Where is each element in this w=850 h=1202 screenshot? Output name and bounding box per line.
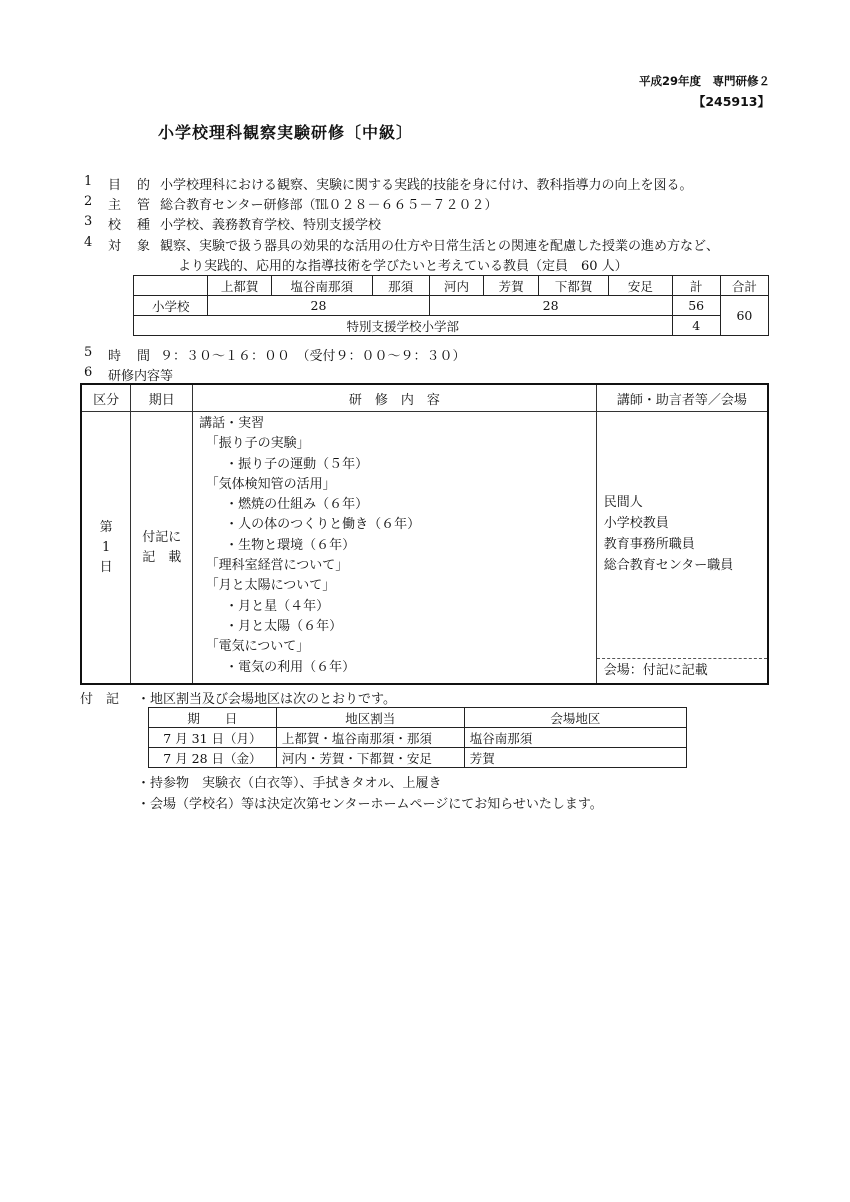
item-label: 校 種 <box>108 218 150 233</box>
content-line: 「理科室経営について」 <box>199 558 349 574</box>
table-row <box>149 748 687 768</box>
row-label: 小学校 <box>134 296 208 316</box>
venue-area: 塩谷南那須 <box>464 728 686 748</box>
notes-venue-info: ・会場（学校名）等は決定次第センターホームページにてお知らせいたします。 <box>137 797 603 812</box>
content-cell <box>193 412 597 685</box>
item-target-continued: より実践的、応用的な指導技術を学びたいと考えている教員（定員 60 人） <box>178 259 628 274</box>
group1-value: 28 <box>208 296 429 316</box>
notes-label: 付 記 <box>80 692 120 707</box>
subtotal-value: 4 <box>672 316 720 336</box>
item-text: 総合教育センター研修部（℡０２８－６６５－７２０２） <box>160 198 498 213</box>
special-support-label: 特別支援学校小学部 <box>134 316 673 336</box>
item-text: 小学校理科における観察、実験に関する実践的技能を身に付け、教科指導力の向上を図る。 <box>160 178 693 193</box>
total-header: 合計 <box>720 276 768 296</box>
notes-belongings: ・持参物 実験衣（白衣等）、手拭きタオル、上履き <box>137 776 442 791</box>
subtotal-header: 計 <box>672 276 720 296</box>
group2-value: 28 <box>429 296 672 316</box>
item-label: 目 的 <box>108 178 150 193</box>
content-line: 講話・実習 <box>199 416 265 431</box>
notes-first: ・地区割当及び会場地区は次のとおりです。 <box>137 692 396 707</box>
table-row <box>149 728 687 748</box>
district-header: 塩谷南那須 <box>271 276 372 296</box>
venue-header: 期 日 <box>149 708 277 728</box>
district-header: 芳賀 <box>484 276 539 296</box>
content-line: 「月と太陽について」 <box>199 578 336 594</box>
item-organizer: 2 主 管 総合教育センター研修部（℡０２８－６６５－７２０２） <box>84 194 498 213</box>
date-cell: 付記に 記 載 <box>131 412 193 685</box>
venue-table <box>148 707 687 768</box>
item-time: 5 時 間 ９：３０～１６：００ （受付９：００～９：３０） <box>84 345 466 364</box>
lecturer-item: 小学校教員 <box>603 516 669 531</box>
content-line: ・月と太陽（６年） <box>199 618 343 634</box>
capacity-table <box>133 275 769 336</box>
lecturer-item: 民間人 <box>603 495 643 510</box>
item-label: 主 管 <box>108 198 150 213</box>
division-cell: 第 1 日 <box>81 412 131 685</box>
subtotal-value: 56 <box>672 296 720 316</box>
item-purpose: 1 目 的 小学校理科における観察、実験に関する実践的技能を身に付け、教科指導力の向上を図る。 <box>84 174 693 193</box>
content-line: ・人の体のつくりと働き（６年） <box>199 517 421 533</box>
venue-note: 会場：付記に記載 <box>597 658 767 683</box>
district-header: 那須 <box>372 276 429 296</box>
item-contents-heading: 6 研修内容等 <box>84 365 174 384</box>
lecturer-list <box>604 492 733 576</box>
content-line: ・燃焼の仕組み（６年） <box>199 497 369 513</box>
header-lecturer: 講師・助言者等／会場 <box>596 384 768 412</box>
page-title: 小学校理科観察実験研修〔中級〕 <box>158 123 414 142</box>
corner-cell <box>134 276 208 296</box>
content-line: 「振り子の実験」 <box>199 436 310 452</box>
item-label: 時 間 <box>108 349 150 364</box>
content-line: 「気体検知管の活用」 <box>199 476 336 492</box>
content-line: ・振り子の運動（５年） <box>199 456 369 472</box>
course-code: 【245913】 <box>692 94 770 109</box>
header-date: 期日 <box>131 384 193 412</box>
district-header: 安足 <box>609 276 673 296</box>
content-line: 「電気について」 <box>199 639 310 655</box>
lecturer-item: 総合教育センター職員 <box>603 558 734 573</box>
district-header: 下都賀 <box>539 276 609 296</box>
lecturer-cell <box>596 412 768 685</box>
total-value: 60 <box>720 296 768 336</box>
header-content: 研 修 内 容 <box>193 384 597 412</box>
item-label: 対 象 <box>108 239 150 254</box>
item-text: ９：３０～１６：００ （受付９：００～９：３０） <box>160 349 466 364</box>
content-line: ・生物と環境（６年） <box>199 537 356 553</box>
item-target: 4 対 象 観察、実験で扱う器具の効果的な活用の仕方や日常生活との関連を配慮した授業の進め方など、 <box>84 235 720 254</box>
item-text: 小学校、義務教育学校、特別支援学校 <box>160 218 382 233</box>
district-header: 河内 <box>429 276 484 296</box>
district-header: 上都賀 <box>208 276 272 296</box>
year-course-label: 平成29年度 専門研修２ <box>638 74 770 88</box>
venue-header: 地区割当 <box>276 708 464 728</box>
item-school-type: 3 校 種 小学校、義務教育学校、特別支援学校 <box>84 214 382 233</box>
content-line: ・電気の利用（６年） <box>199 659 356 675</box>
venue-area: 芳賀 <box>464 748 686 768</box>
venue-header: 会場地区 <box>464 708 686 728</box>
venue-districts: 上都賀・塩谷南那須・那須 <box>276 728 464 748</box>
venue-date: 7 月 28 日（金） <box>149 748 277 768</box>
content-line: ・月と星（４年） <box>199 598 330 614</box>
item-text: 観察、実験で扱う器具の効果的な活用の仕方や日常生活との関連を配慮した授業の進め方など、 <box>160 239 720 254</box>
content-table <box>80 383 769 685</box>
lecturer-item: 教育事務所職員 <box>603 537 695 552</box>
venue-date: 7 月 31 日（月） <box>149 728 277 748</box>
header-division: 区分 <box>81 384 131 412</box>
venue-districts: 河内・芳賀・下都賀・安足 <box>276 748 464 768</box>
